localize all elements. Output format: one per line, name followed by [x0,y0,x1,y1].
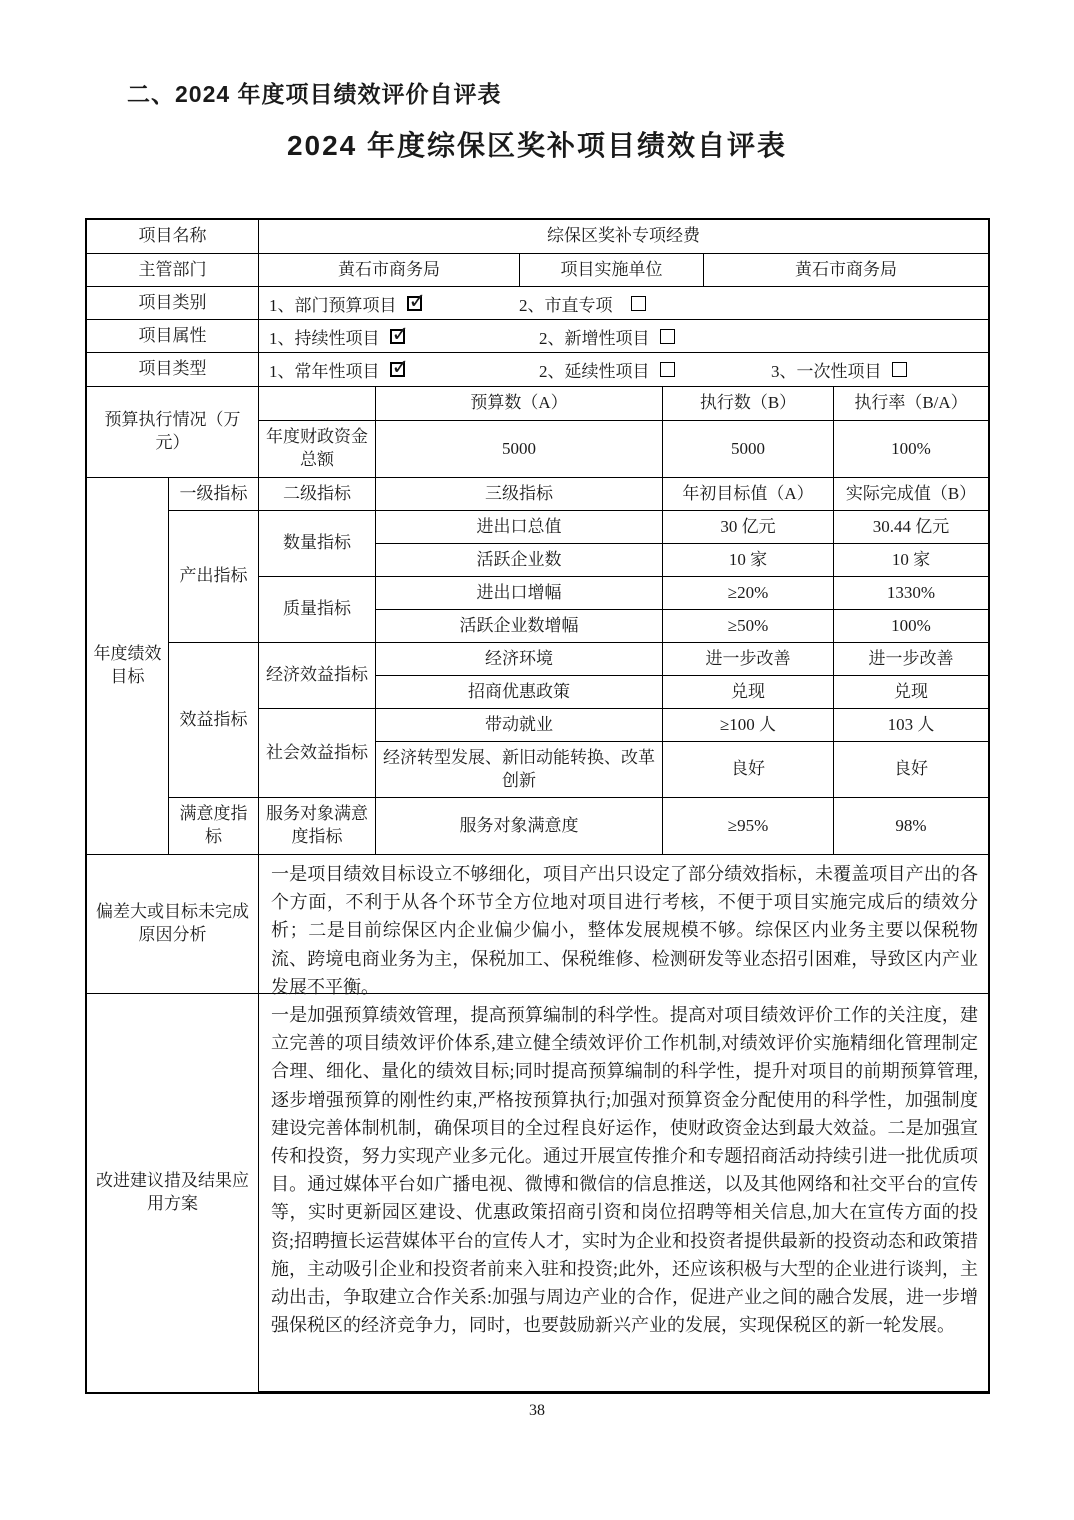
budget-col-rate-header: 执行率（B/A） [834,387,988,421]
improvement-plan-text: 一是加强预算绩效管理，提高预算编制的科学性。提高对项目绩效评价工作的关注度，建立完善的项目绩效评价体系,建立健全绩效评价工作机制,对绩效评价实施精细化管理制定合理、细化、量化的绩效目标;同时提高预算编制的科学性，提升对项目的前期预算管理,逐步增强预算的刚性约束,严格按预算执行;加强对预算资金分配使用的科学性，加强制度建设完善体制机制，确保项目的全过程良好运作，使财政资金达到最大效益。二是加强宣传和投资，努力实现产业多元化。通过开展宣传推介和专题招商活动持续引进一批优质项目。通过媒体平台如广播电视、微博和微信的信息推送，以及其他网络和社交平台的宣传等，实时更新园区建设、优惠政策招商引资和岗位招聘等相关信息,加大在宣传方面的投资;招聘擅长运营媒体平台的宣传人才，实时为企业和投资者提供最新的投资动态和政策措施，主动吸引企业和投资者前来入驻和投资;此外，还应该积极与大型的企业进行谈判，主动出击，争取建立合作关系:加强与周边产业的合作，促进产业之间的融合发展，进一步增强保税区的经济竞争力，同时，也要鼓励新兴产业的发展，实现保税区的新一轮发展。 [259,994,988,1392]
social-rows [376,709,988,798]
indicator-l3: 带动就业 [376,709,663,742]
budget-value-a: 5000 [376,421,663,478]
type-option-2-label: 2、延续性项目 [539,362,650,381]
checkbox-unchecked-icon [892,362,907,377]
level2-economic: 经济效益指标 [259,643,376,709]
satisfaction-indicator-group [169,798,988,855]
improvement-plan-label: 改进建议措及结果应用方案 [87,994,259,1392]
indicator-l3: 进出口总值 [376,511,663,544]
section-heading: 二、2024 年度项目绩效评价自评表 [127,81,502,107]
checkbox-unchecked-icon [631,296,646,311]
category-option-1-label: 1、部门预算项目 [269,295,397,315]
indicator-target: 10 家 [663,544,834,577]
category-option-1 [269,291,519,316]
indicator-row [376,511,988,544]
indicator-row [376,676,988,709]
indicator-l3: 经济环境 [376,643,663,676]
indicator-actual: 10 家 [834,544,988,577]
level2-quality: 质量指标 [259,577,376,643]
attribute-option-1-label: 1、持续性项目 [269,328,380,348]
implementing-unit-label: 项目实施单位 [520,254,704,287]
project-type-label: 项目类型 [87,353,259,387]
benefit-subgroups [259,643,988,798]
indicator-l3: 招商优惠政策 [376,676,663,709]
level2-social: 社会效益指标 [259,709,376,798]
header-level3: 三级指标 [376,478,663,511]
budget-row-label: 年度财政资金总额 [259,421,376,478]
checkbox-unchecked-icon [660,329,675,344]
attribute-option-1 [269,324,539,349]
deviation-analysis-label: 偏差大或目标未完成原因分析 [87,855,259,994]
budget-header-row [259,387,988,421]
attribute-option-2 [539,324,675,349]
project-attribute-row [87,320,988,353]
indicator-row [376,610,988,643]
budget-value-b: 5000 [663,421,834,478]
indicator-l3: 服务对象满意度 [376,798,663,855]
project-category-label: 项目类别 [87,287,259,320]
project-category-options [259,287,988,320]
project-name-row [87,220,988,254]
type-option-3 [771,357,907,382]
level1-benefit: 效益指标 [169,643,259,798]
economic-rows [376,643,988,709]
economic-subgroup [259,643,988,709]
indicator-target: 30 亿元 [663,511,834,544]
category-option-2 [519,291,646,316]
quality-rows [376,577,988,643]
level2-service: 服务对象满意度指标 [259,798,376,855]
budget-value-row [259,421,988,478]
attribute-option-2-label: 2、新增性项目 [539,328,650,348]
type-option-1 [269,357,539,382]
budget-col-a-header: 预算数（A） [376,387,663,421]
social-subgroup [259,709,988,798]
quantity-subgroup [259,511,988,577]
indicators-header-row [169,478,988,511]
department-value: 黄石市商务局 [259,254,520,287]
output-indicator-group [169,511,988,643]
indicator-target: ≥50% [663,610,834,643]
benefit-indicator-group [169,643,988,798]
indicator-target: 进一步改善 [663,643,834,676]
page-number: 38 [529,1402,545,1419]
indicator-row [376,709,988,742]
type-option-2 [539,357,771,382]
level1-satisfaction: 满意度指标 [169,798,259,855]
budget-empty-cell [259,387,376,421]
indicator-actual: 良好 [834,742,988,798]
project-name-label: 项目名称 [87,220,259,254]
indicator-actual: 103 人 [834,709,988,742]
checkbox-checked-icon [390,362,405,377]
header-actual: 实际完成值（B） [834,478,988,511]
project-type-row [87,353,988,387]
indicator-row [376,742,988,798]
indicator-actual: 30.44 亿元 [834,511,988,544]
project-type-options [259,353,988,387]
checkbox-checked-icon [407,296,422,311]
indicator-target: ≥20% [663,577,834,610]
department-row [87,254,988,287]
deviation-analysis-text: 一是项目绩效目标设立不够细化，项目产出只设定了部分绩效指标，未覆盖项目产出的各个方面，不利于从各个环节全方位地对项目进行考核，不便于项目实施完成后的绩效分析；二是目前综保区内企业偏少偏小，整体发展规模不够。综保区内业务主要以保税物流、跨境电商业务为主，保税加工、保税维修、检测研发等业态招引困难，导致区内产业发展不平衡。 [259,855,988,994]
header-level1: 一级指标 [169,478,259,511]
level1-output: 产出指标 [169,511,259,643]
header-target: 年初目标值（A） [663,478,834,511]
indicator-target: ≥100 人 [663,709,834,742]
quantity-rows [376,511,988,577]
project-attribute-label: 项目属性 [87,320,259,353]
self-evaluation-table [85,218,990,1394]
output-subgroups [259,511,988,643]
indicator-row [376,544,988,577]
performance-indicators-block [87,478,988,855]
indicator-actual: 1330% [834,577,988,610]
level2-quantity: 数量指标 [259,511,376,577]
budget-value-rate: 100% [834,421,988,478]
indicator-target: 良好 [663,742,834,798]
indicators-grid [169,478,988,855]
table-title: 2024 年度综保区奖补项目绩效自评表 [286,130,788,161]
checkbox-unchecked-icon [660,362,675,377]
performance-section-label: 年度绩效目标 [87,478,169,855]
implementing-unit-value: 黄石市商务局 [704,254,988,287]
budget-col-b-header: 执行数（B） [663,387,834,421]
quality-subgroup [259,577,988,643]
indicator-target: 兑现 [663,676,834,709]
category-option-2-label: 2、市直专项 [519,295,613,315]
indicator-l3: 活跃企业数 [376,544,663,577]
deviation-analysis-row [87,855,988,997]
indicator-l3: 活跃企业数增幅 [376,610,663,643]
type-option-1-label: 1、常年性项目 [269,362,380,381]
type-option-3-label: 3、一次性项目 [771,362,882,381]
department-label: 主管部门 [87,254,259,287]
checkbox-checked-icon [390,329,405,344]
project-attribute-options [259,320,988,353]
indicator-target: ≥95% [663,798,834,855]
indicator-l3: 进出口增幅 [376,577,663,610]
budget-grid [259,387,988,478]
indicator-actual: 98% [834,798,988,855]
indicator-row [376,643,988,676]
indicator-actual: 进一步改善 [834,643,988,676]
indicator-l3: 经济转型发展、新旧动能转换、改革创新 [376,742,663,798]
indicator-row [376,577,988,610]
project-name-value: 综保区奖补专项经费 [259,220,988,254]
indicator-actual: 兑现 [834,676,988,709]
improvement-plan-row [87,994,988,1392]
header-level2: 二级指标 [259,478,376,511]
budget-execution-block [87,387,988,478]
indicator-actual: 100% [834,610,988,643]
budget-execution-label: 预算执行情况（万元） [87,387,259,478]
project-category-row [87,287,988,320]
